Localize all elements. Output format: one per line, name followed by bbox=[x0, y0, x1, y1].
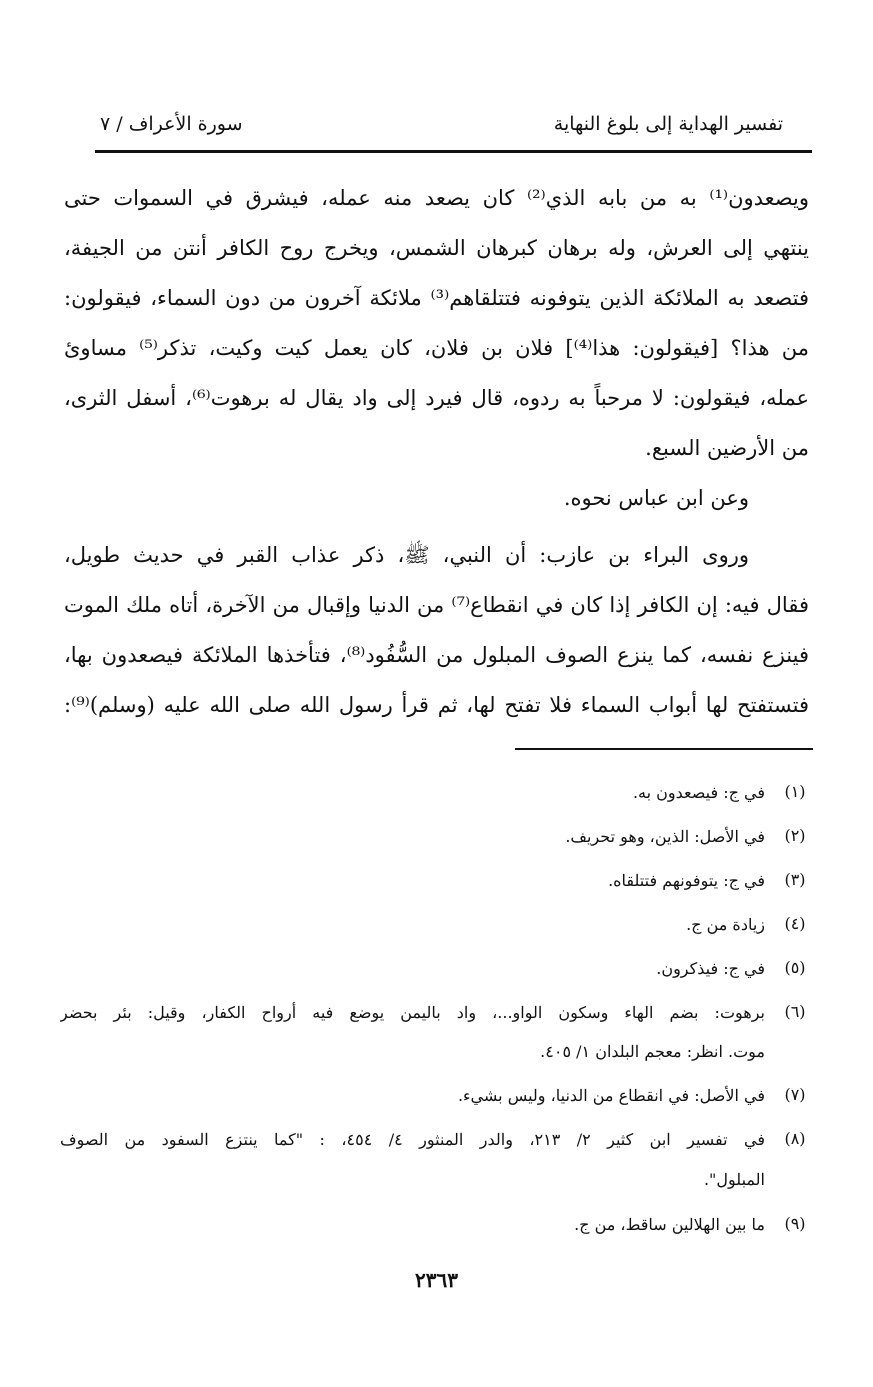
footnote-number: (٢) bbox=[784, 826, 806, 845]
footnote-text-continued: المبلول". bbox=[703, 1170, 765, 1189]
text-line: وعن ابن عباس نحوه. bbox=[563, 486, 749, 510]
footnote-text: في ج: يتوفونهم فتتلقاه. bbox=[608, 871, 765, 890]
footnote-number: (٣) bbox=[784, 870, 806, 889]
footnote-text: برهوت: بضم الهاء وسكون الواو...، واد باليمن يوضع فيه أرواح الكفار، وقيل: بئر بحضر bbox=[60, 1003, 765, 1022]
footnote-number: (٧) bbox=[784, 1085, 806, 1104]
footnote-number: (٨) bbox=[784, 1129, 806, 1148]
surah-header: سورة الأعراف / ٧ bbox=[100, 113, 243, 135]
text-line: ينتهي إلى العرش، وله برهان كبرهان الشمس، ويخرج روح الكافر أنتن من الجيفة، bbox=[64, 236, 809, 260]
text-line: فقال فيه: إن الكافر إذا كان في انقطاع⁽⁷⁾ من الدنيا وإقبال من الآخرة، أتاه ملك الموت bbox=[64, 593, 809, 617]
text-line: فتستفتح لها أبواب السماء فلا تفتح لها، ثم قرأ رسول الله صلى الله عليه (وسلم)⁽⁹⁾: bbox=[64, 693, 809, 717]
text-line: من هذا؟ [فيقولون: هذا⁽⁴⁾] فلان بن فلان، كان يعمل كيت وكيت، تذكر⁽⁵⁾ مساوئ bbox=[64, 336, 809, 360]
header-divider bbox=[95, 150, 812, 153]
footnote-text: في ج: فيذكرون. bbox=[656, 959, 765, 978]
footnote-number: (٥) bbox=[784, 958, 806, 977]
text-line: من الأرضين السبع. bbox=[645, 436, 809, 460]
footnote-divider bbox=[515, 748, 813, 750]
footnote-text: في الأصل: في انقطاع من الدنيا، وليس بشيء. bbox=[457, 1086, 765, 1105]
footnote-text: زيادة من ج. bbox=[686, 915, 765, 934]
text-line: فينزع نفسه، كما ينزع الصوف المبلول من السُّفُود⁽⁸⁾، فتأخذها الملائكة فيصعدون بها، bbox=[64, 643, 809, 667]
footnote-text: في ج: فيصعدون به. bbox=[632, 783, 765, 802]
book-title-header: تفسير الهداية إلى بلوغ النهاية bbox=[553, 113, 783, 135]
page-number: ٢٣٦٣ bbox=[415, 1268, 458, 1292]
footnote-text: في الأصل: الذين، وهو تحريف. bbox=[565, 827, 765, 846]
footnote-text-continued: موت. انظر: معجم البلدان ١/ ٤٠٥. bbox=[540, 1042, 765, 1061]
footnote-text: ما بين الهلالين ساقط، من ج. bbox=[574, 1215, 765, 1234]
text-line: ويصعدون⁽¹⁾ به من بابه الذي⁽²⁾ كان يصعد منه عمله، فيشرق في السموات حتى bbox=[64, 186, 809, 210]
text-line: عمله، فيقولون: لا مرحباً به ردوه، قال فيرد إلى واد يقال له برهوت⁽⁶⁾، أسفل الثرى، bbox=[64, 386, 809, 410]
footnote-text: في تفسير ابن كثير ٢/ ٢١٣، والدر المنثور ٤/ ٤٥٤، : "كما ينتزع السفود من الصوف bbox=[60, 1130, 765, 1149]
footnote-number: (٩) bbox=[784, 1214, 806, 1233]
footnote-number: (٤) bbox=[784, 914, 806, 933]
footnote-number: (٦) bbox=[784, 1002, 806, 1021]
text-line: فتصعد به الملائكة الذين يتوفونه فتتلقاهم⁽³⁾ ملائكة آخرون من دون السماء، فيقولون: bbox=[64, 286, 809, 310]
footnote-number: (١) bbox=[784, 782, 806, 801]
text-line: وروى البراء بن عازب: أن النبي، ﷺ، ذكر عذاب القبر في حديث طويل، bbox=[64, 543, 749, 567]
